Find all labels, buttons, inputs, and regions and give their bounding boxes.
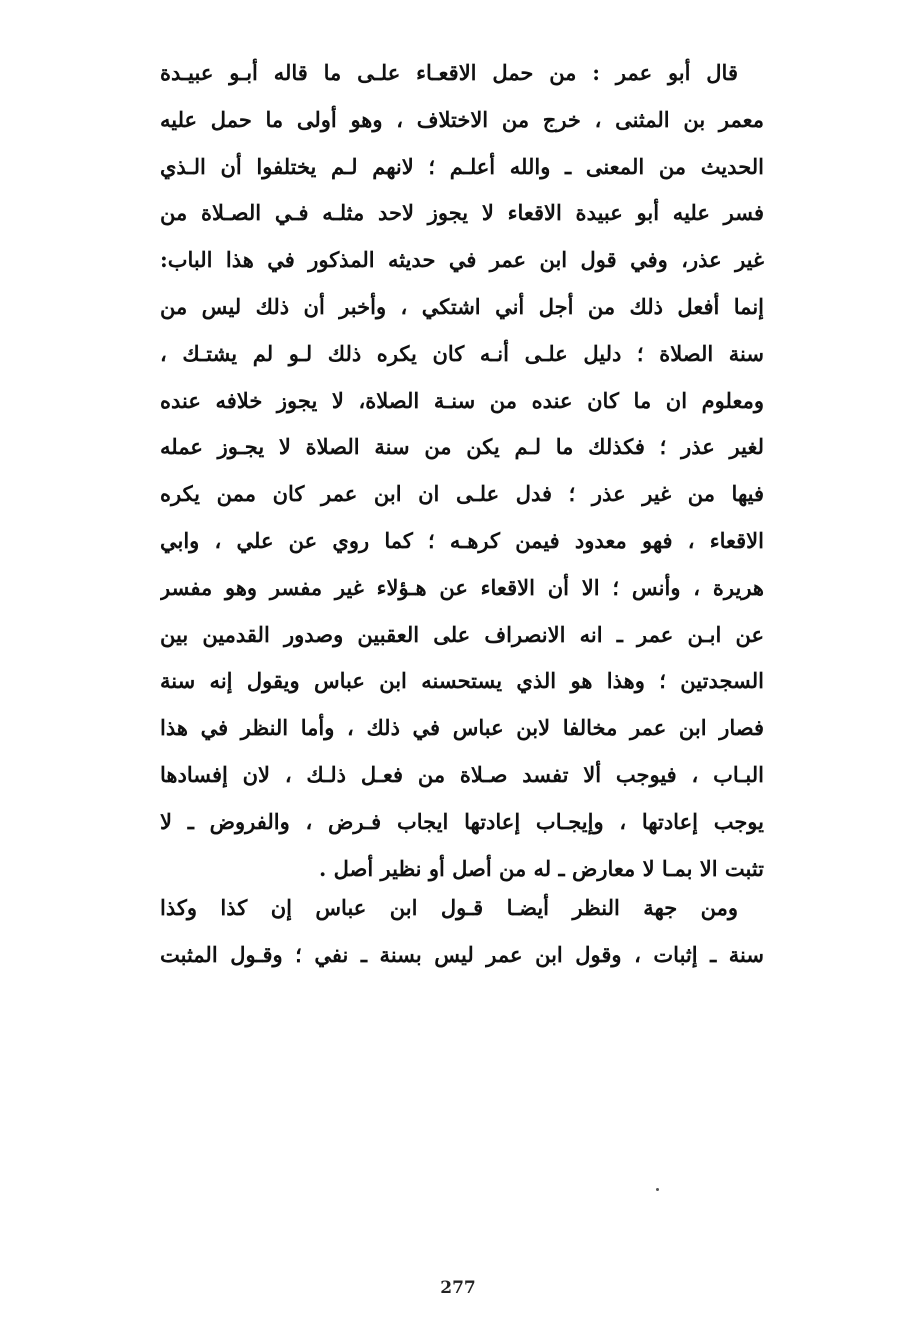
text-line: فصار ابن عمر مخالفا لابن عباس في ذلك ، وأما النظر في هذا bbox=[160, 715, 764, 741]
text-line: ومعلوم ان ما كان عنده من سنـة الصلاة، لا يجوز خلافه عنده bbox=[160, 387, 764, 413]
text-line: غير عذر، وفي قول ابن عمر في حديثه المذكور في هذا الباب: bbox=[160, 247, 764, 273]
text-line: قال أبو عمر : من حمل الاقعـاء علـى ما قاله أبـو عبيـدة bbox=[160, 60, 738, 85]
text-line: معمر بن المثنى ، خرج من الاختلاف ، وهو أولى ما حمل عليه bbox=[160, 106, 764, 132]
text-line: فيها من غير عذر ؛ فدل علـى ان ابن عمر كان ممن يكره bbox=[160, 481, 764, 507]
paragraph-2 bbox=[160, 885, 764, 979]
text-line: ومن جهة النظر أيضـا قـول ابن عباس إن كذا وكذا bbox=[160, 895, 738, 920]
text-line: البـاب ، فيوجب ألا تفسد صـلاة من فعـل ذلـك ، لان إفسادها bbox=[160, 761, 764, 787]
text-line: سنة الصلاة ؛ دليل علـى أنـه كان يكره ذلك لـو لم يشتـك ، bbox=[160, 340, 764, 366]
text-line: إنما أفعل ذلك من أجل أني اشتكي ، وأخبر أن ذلك ليس من bbox=[160, 293, 764, 319]
text-line: الحديث من المعنى ـ والله أعلـم ؛ لانهم لـم يختلفوا أن الـذي bbox=[160, 153, 764, 179]
text-line: عن ابـن عمر ـ انه الانصراف على العقبين وصدور القدمين بين bbox=[160, 621, 764, 647]
text-line: هريرة ، وأنس ؛ الا أن الاقعاء عن هـؤلاء غير مفسر وهو مفسر bbox=[160, 574, 764, 600]
text-line: فسر عليه أبو عبيدة الاقعاء لا يجوز لاحد مثلـه فـي الصـلاة من bbox=[160, 200, 764, 226]
text-line: تثبت الا بمـا لا معارض ـ له من أصل أو نظير أصل . bbox=[319, 855, 764, 881]
paragraph-1 bbox=[160, 50, 764, 892]
page-number: 277 bbox=[440, 1278, 476, 1298]
text-line: السجدتين ؛ وهذا هو الذي يستحسنه ابن عباس ويقول إنه سنة bbox=[160, 668, 764, 694]
text-line: سنة ـ إثبات ، وقول ابن عمر ليس بسنة ـ نفي ؛ وقـول المثبت bbox=[160, 941, 764, 967]
text-line: لغير عذر ؛ فكذلك ما لـم يكن من سنة الصلاة لا يجـوز عمله bbox=[160, 434, 764, 460]
scan-speck bbox=[656, 1188, 659, 1191]
text-line: الاقعاء ، فهو معدود فيمن كرهـه ؛ كما روي عن علي ، وابي bbox=[160, 527, 764, 553]
text-line: يوجب إعادتها ، وإيجـاب إعادتها ايجاب فـرض ، والفروض ـ لا bbox=[160, 808, 764, 834]
